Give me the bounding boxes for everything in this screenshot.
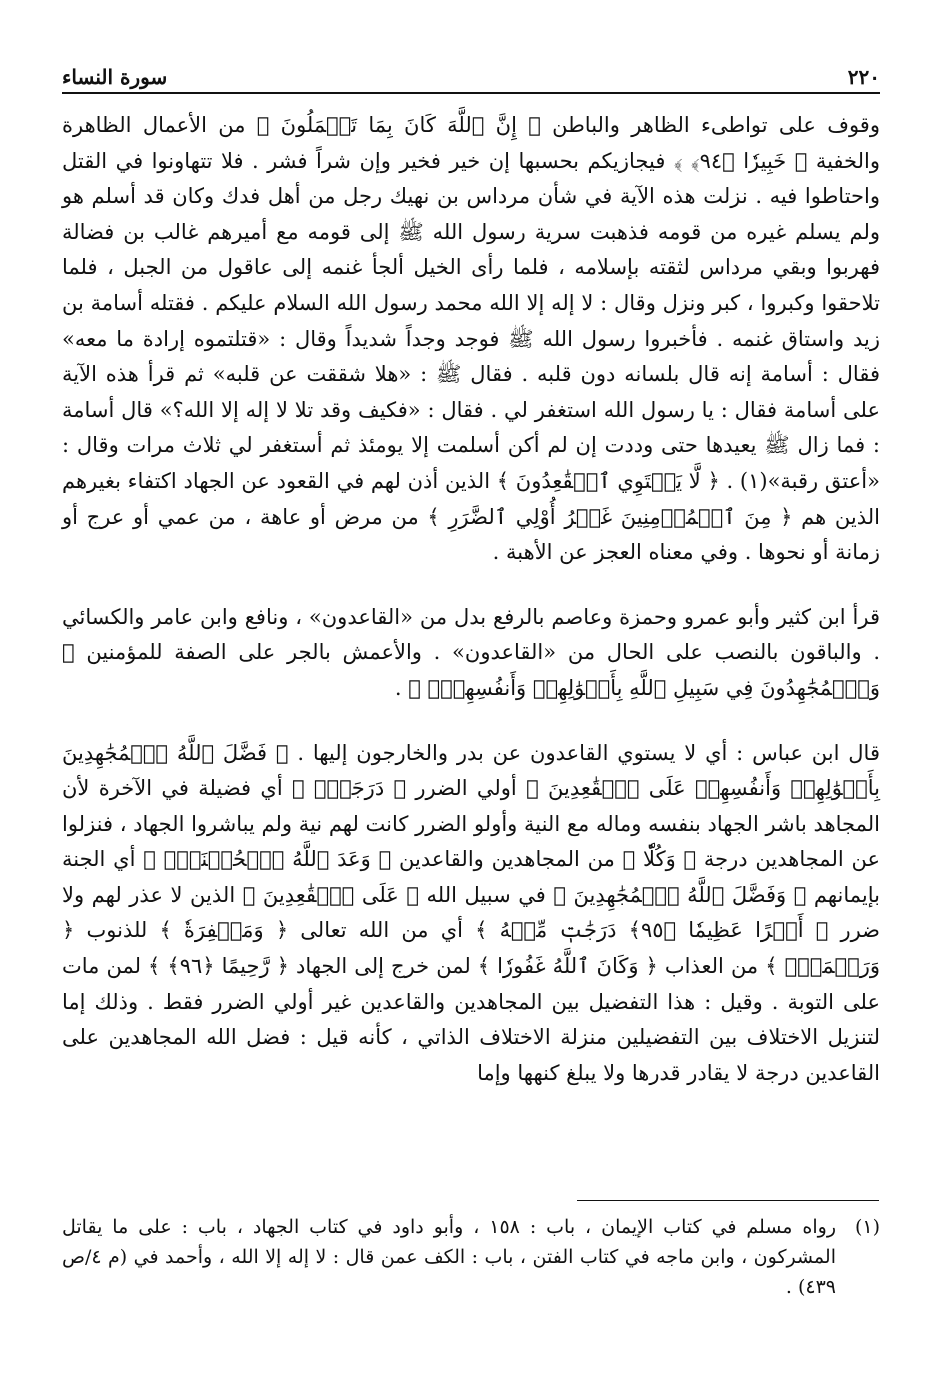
footnote-separator [577, 1200, 879, 1201]
footnote-1 [62, 1212, 880, 1302]
page-number: ٢٢٠ [848, 65, 880, 92]
surah-title: سورة النساء [62, 65, 167, 92]
paragraph-2: قرأ ابن كثير وأبو عمرو وحمزة وعاصم بالرفع بدل من «القاعدون» ، ونافع وابن عامر والكسائي . والباقون بالنصب على الحال من «القاعدون» . والأعمش بالجر على الصفة للمؤمنين ﴿ وَٱلۡمُجَٰهِدُونَ فِي سَبِيلِ ٱللَّهِ بِأَمۡوَٰلِهِمۡ وَأَنفُسِهِمۡۚ ﴾ . [62, 604, 880, 700]
page-header [62, 58, 880, 94]
footnote-text: رواه مسلم في كتاب الإيمان ، باب : ١٥٨ ، وأبو داود في كتاب الجهاد ، باب : على ما يقاتل المشركون ، وابن ماجه في كتاب الفتن ، باب : الكف عمن قال : لا إله إلا الله ، وأحمد في (م ٤/ص ٤٣٩) . [62, 1216, 836, 1298]
footnotes [62, 1212, 880, 1302]
main-text [62, 108, 880, 1091]
paragraph-1: وقوف على تواطىء الظاهر والباطن ﴿ إِنَّ ٱللَّهَ كَانَ بِمَا تَعۡمَلُونَ ﴾ من الأعمال الظاهرة والخفية ﴿ خَبِيرٗا ﴿٩٤﴾ ﴾ فيجازيكم بحسبها إن خير فخير وإن شراً فشر . فلا تتهاونوا في القتل واحتاطوا فيه . نزلت هذه الآية في شأن مرداس بن نهيك رجل من أهل فدك وكان قد أسلم هو ولم يسلم غيره من قومه فذهبت سرية رسول الله ﷺ إلى قومه مع أميرهم غالب بن فضالة فهربوا وبقي مرداس لثقته بإسلامه ، فلما رأى الخيل ألجأ غنمه إلى عاقول من الجبل ، فلما تلاحقوا وكبروا ، كبر ونزل وقال : لا إله إلا الله محمد رسول الله السلام عليكم . فقتله أسامة بن زيد واستاق غنمه . فأخبروا رسول الله ﷺ فوجد وجداً شديداً وقال : «قتلتموه إرادة ما معه» فقال : أسامة إنه قال بلسانه دون قلبه . فقال ﷺ : «هلا شققت عن قلبه» ثم قرأ هذه الآية على أسامة فقال : يا رسول الله استغفر لي . فقال : «فكيف وقد تلا لا إله إلا الله؟» قال أسامة : فما زال ﷺ يعيدها حتى وددت إن لم أكن أسلمت إلا يومئذ ثم أستغفر لي ثلاث مرات وقال : «أعتق رقبة»(١) . ﴿ لَّا يَسۡتَوِي ٱلۡقَٰعِدُونَ ﴾ الذين أذن لهم في القعود عن الجهاد اكتفاء بغيرهم الذين هم ﴿ مِنَ ٱلۡمُؤۡمِنِينَ غَيۡرُ أُوْلِي ٱلضَّرَرِ ﴾ من مرض أو عاهة ، من عمي أو عرج أو زمانة أو نحوها . وفي معناه العجز عن الأهبة . [62, 113, 880, 565]
footnote-number: (١) [854, 1216, 880, 1238]
paragraph-3: قال ابن عباس : أي لا يستوي القاعدون عن بدر والخارجون إليها . ﴿ فَضَّلَ ٱللَّهُ ٱلۡمُجَٰهِدِينَ بِأَمۡوَٰلِهِمۡ وَأَنفُسِهِمۡ عَلَى ٱلۡقَٰعِدِينَ ﴾ أولي الضرر ﴿ دَرَجَةٗۚ ﴾ أي فضيلة في الآخرة لأن المجاهد باشر الجهاد بنفسه وماله مع النية وأولو الضرر كانت لهم نية ولم يباشروا الجهاد ، فنزلوا عن المجاهدين درجة ﴿ وَكُلّٗا ﴾ من المجاهدين والقاعدين ﴿ وَعَدَ ٱللَّهُ ٱلۡحُسۡنَىٰۚ ﴾ أي الجنة بإيمانهم ﴿ وَفَضَّلَ ٱللَّهُ ٱلۡمُجَٰهِدِينَ ﴾ في سبيل الله ﴿ عَلَى ٱلۡقَٰعِدِينَ ﴾ الذين لا عذر لهم ولا ضرر ﴿ أَجۡرًا عَظِيمٗا ﴿٩٥﴾ دَرَجَٰتٖ مِّنۡهُ ﴾ أي من الله تعالى ﴿ وَمَغۡفِرَةٗ ﴾ للذنوب ﴿ وَرَحۡمَةٗۚ ﴾ من العذاب ﴿ وَكَانَ ٱللَّهُ غَفُورٗا ﴾ لمن خرج إلى الجهاد ﴿ رَّحِيمًا ﴿٩٦﴾ ﴾ لمن مات على التوبة . وقيل : هذا التفضيل بين المجاهدين والقاعدين غير أولي الضرر فقط . وذلك إما لتنزيل الاختلاف بين التفضيلين منزلة الاختلاف الذاتي ، كأنه قيل : فضل الله المجاهدين على القاعدين درجة لا يقادر قدرها ولا يبلغ كنهها وإما [62, 740, 880, 1085]
